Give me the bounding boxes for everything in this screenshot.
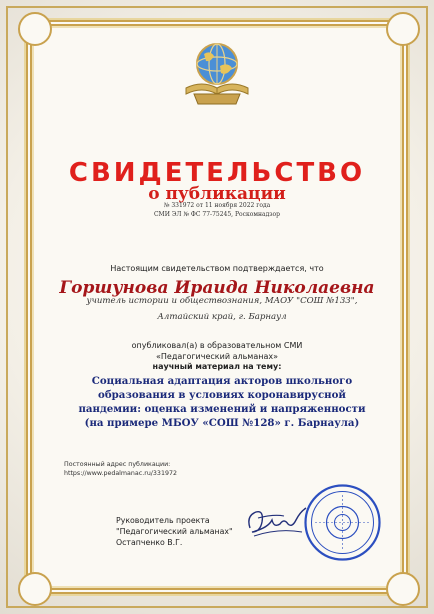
media-registration: СМИ ЭЛ № ФС 77-75245, Роскомнадзор: [153, 211, 281, 218]
certificate-subtitle: о публикации: [148, 184, 286, 204]
material-label: научный материал на тему:: [152, 362, 282, 371]
signer-role: Руководитель проекта: [116, 516, 210, 525]
registration-number: № 331972 от 11 ноября 2022 года: [163, 202, 271, 209]
recipient-position: учитель истории и обществознания, МАОУ "СОШ №133", Алтайский край, г. Барнаул: [86, 296, 358, 322]
globe-book-emblem-icon: [180, 36, 254, 108]
confirmation-text: Настоящим свидетельством подтверждается, что: [110, 264, 324, 273]
certificate-title: СВИДЕТЕЛЬСТВО: [68, 158, 366, 188]
handwritten-signature-icon: [244, 498, 310, 542]
publication-link[interactable]: https://www.pedalmanac.ru/331972: [64, 470, 177, 477]
published-text: опубликовал(а) в образовательном СМИ: [131, 341, 303, 350]
corner-ornament: [18, 12, 52, 46]
corner-ornament: [18, 572, 52, 606]
publication-topic: Социальная адаптация акторов школьного образования в условиях коронавирусной пандемии: оценка изменений и напряженности (на примере МБОУ «СОШ №128» г. Барнаула): [78, 375, 366, 429]
signer-name: Остапченко В.Г.: [116, 538, 183, 547]
address-label: Постоянный адрес публикации:: [64, 461, 171, 468]
almanac-name: «Педагогический альманах»: [155, 352, 278, 361]
corner-ornament: [386, 12, 420, 46]
corner-ornament: [386, 572, 420, 606]
recipient-name: Горшунова Ираида Николаевна: [59, 278, 375, 298]
signer-project: "Педагогический альманах": [116, 527, 233, 536]
round-stamp-icon: [303, 483, 382, 562]
